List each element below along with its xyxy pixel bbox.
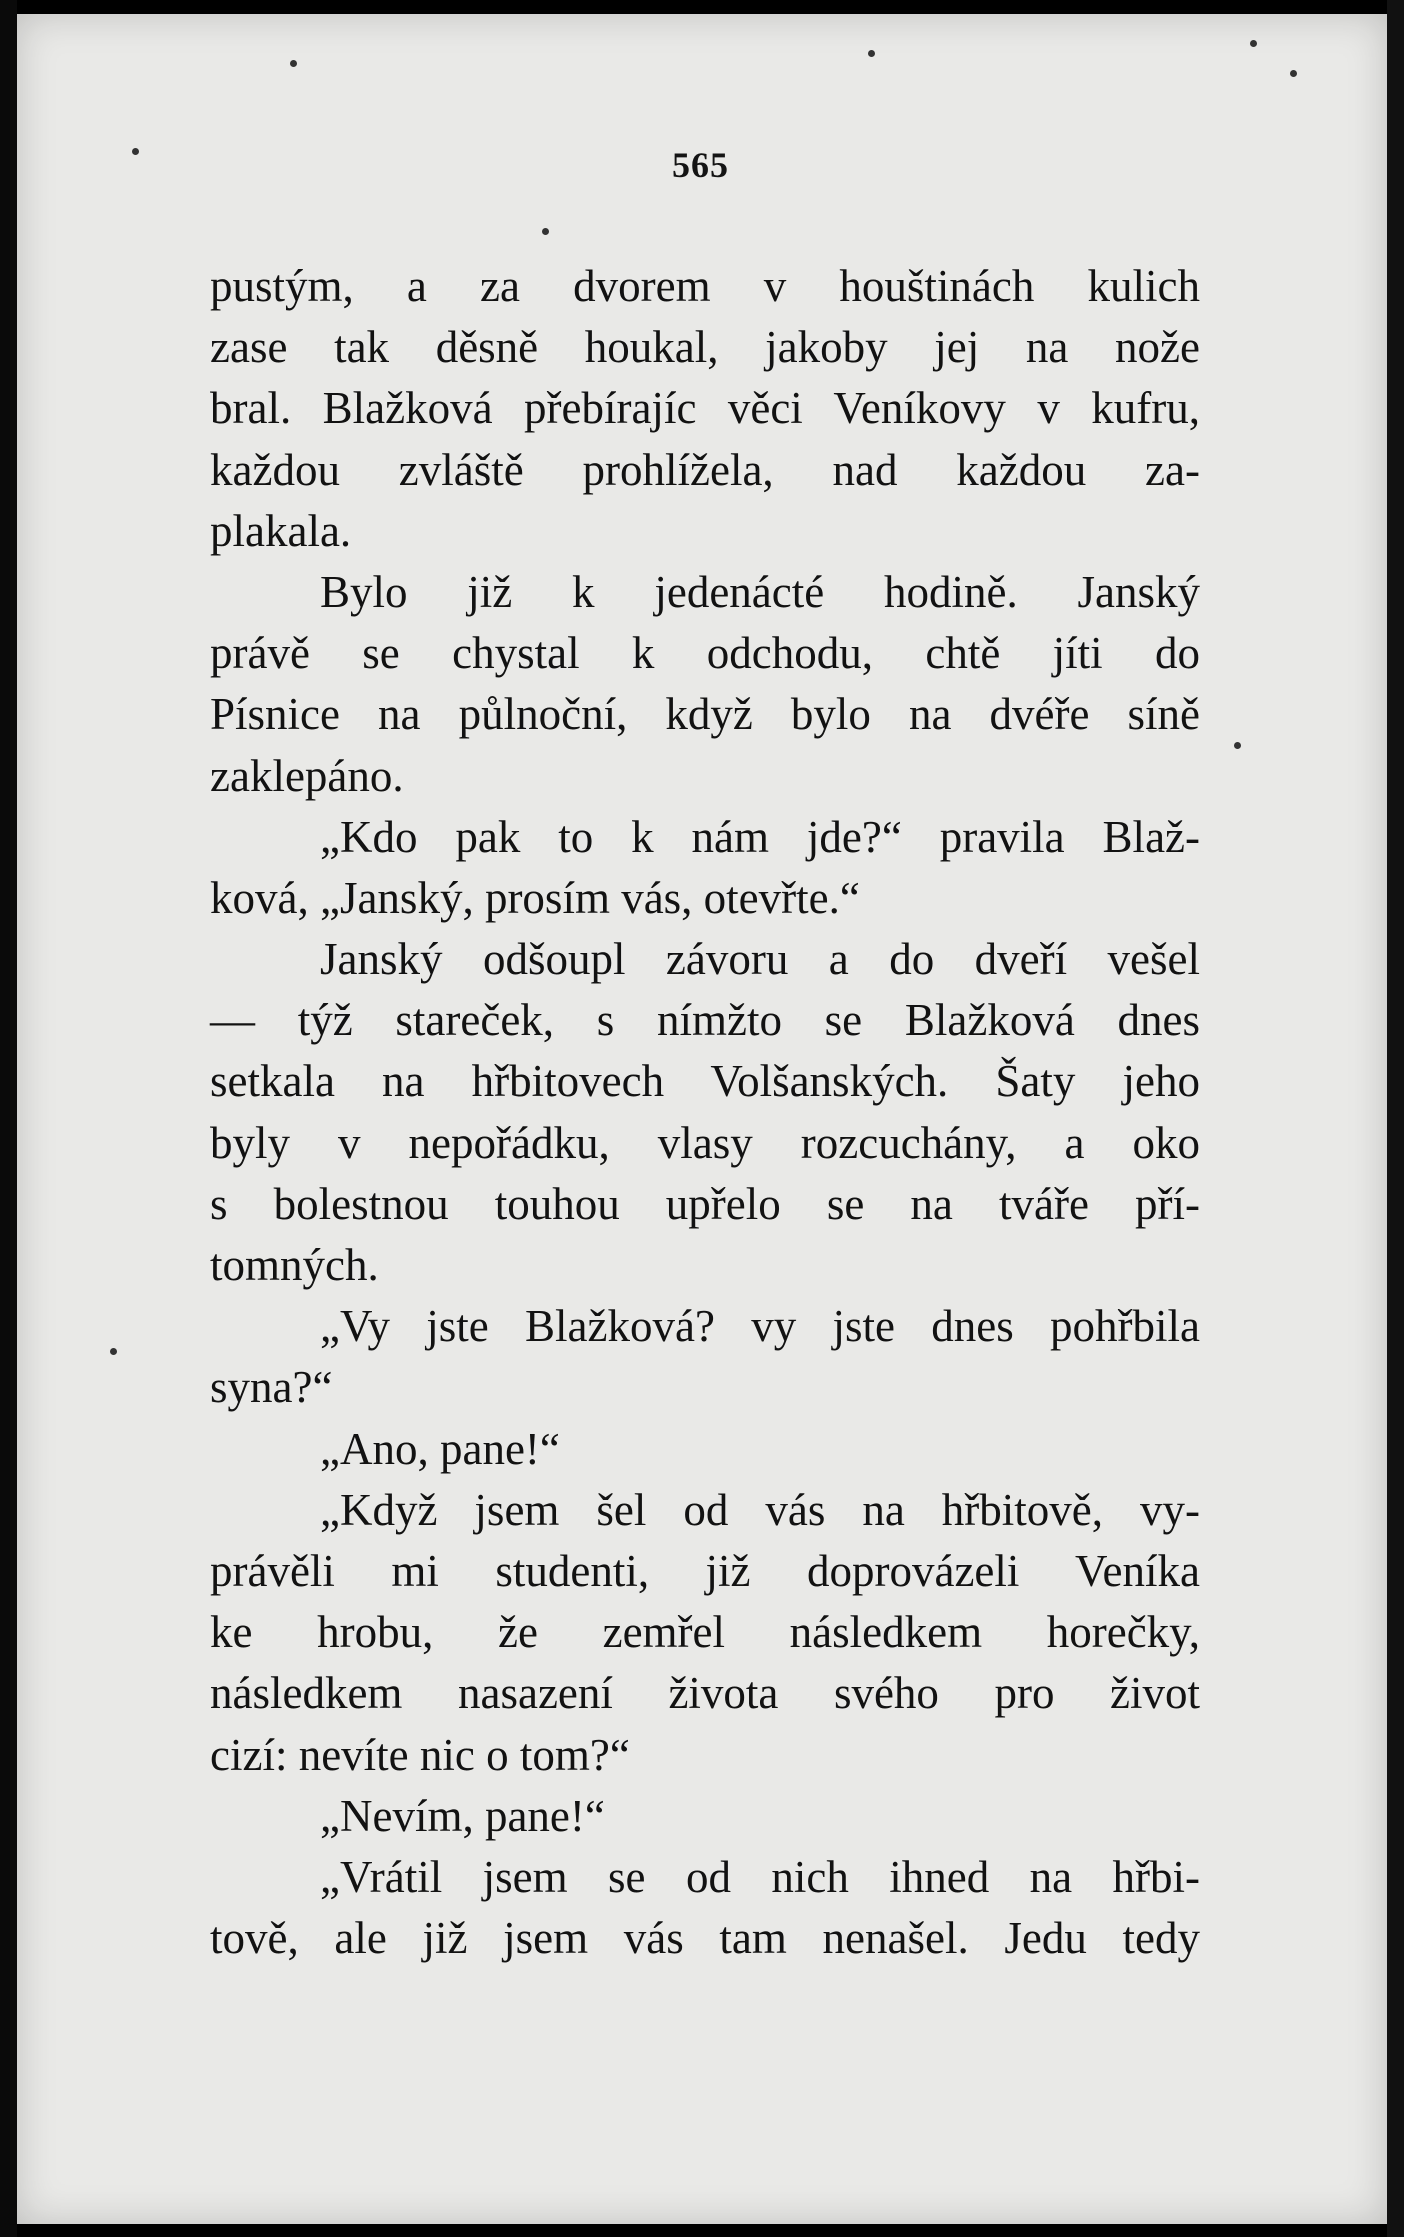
text-line: ková, „Janský, prosím vás, otevřte.“ xyxy=(210,872,860,923)
text-line: „Když jsem šel od vás na hřbitově, vy- xyxy=(320,1484,1200,1535)
text-line: setkala na hřbitovech Volšanských. Šaty jeho xyxy=(210,1056,1200,1107)
text-line: tomných. xyxy=(210,1240,379,1290)
body-text xyxy=(210,256,1200,1969)
text-line: „Vrátil jsem se od nich ihned na hřbi- xyxy=(320,1851,1200,1902)
text-line: cizí: nevíte nic o tom?“ xyxy=(210,1729,630,1780)
text-line: „Nevím, pane!“ xyxy=(320,1790,605,1841)
scan-speck xyxy=(1234,742,1241,749)
text-line: „Kdo pak to k nám jde?“ pravila Blaž- xyxy=(320,811,1200,862)
text-line: — týž stareček, s nímžto se Blažková dnes xyxy=(210,995,1200,1046)
text-line: „Vy jste Blažková? vy jste dnes pohřbila xyxy=(320,1301,1200,1352)
text-line: právěli mi studenti, již doprovázeli Veníka xyxy=(210,1545,1200,1596)
text-line: „Ano, pane!“ xyxy=(320,1423,560,1474)
text-line: zase tak děsně houkal, jakoby jej na nože xyxy=(210,322,1200,373)
text-line: Písnice na půlnoční, když bylo na dvéře síně xyxy=(210,689,1200,740)
scan-speck xyxy=(1250,40,1257,47)
text-line: každou zvláště prohlížela, nad každou za- xyxy=(210,444,1200,495)
text-line: plakala. xyxy=(210,505,352,556)
scan-speck xyxy=(1290,70,1297,77)
text-line: právě se chystal k odchodu, chtě jíti do xyxy=(210,628,1200,679)
text-line: Bylo již k jedenácté hodině. Janský xyxy=(320,566,1200,617)
right-page-edge xyxy=(1387,0,1404,2237)
text-line: syna?“ xyxy=(210,1362,333,1413)
scan-speck xyxy=(542,228,549,235)
text-line: pustým, a za dvorem v houštinách kulich xyxy=(210,261,1200,311)
left-binding-edge xyxy=(0,0,17,2237)
scan-speck xyxy=(110,1348,117,1355)
text-line: následkem nasazení života svého pro život xyxy=(210,1668,1200,1719)
scan-speck xyxy=(132,148,139,155)
scan-speck xyxy=(290,60,297,67)
page-number: 565 xyxy=(672,145,729,185)
text-line: byly v nepořádku, vlasy rozcuchány, a oko xyxy=(210,1117,1200,1168)
text-line: zaklepáno. xyxy=(210,750,404,801)
text-line: ke hrobu, že zemřel následkem horečky, xyxy=(210,1607,1200,1658)
text-line: bral. Blažková přebírajíc věci Veníkovy v kufru, xyxy=(210,383,1200,434)
text-line: tově, ale již jsem vás tam nenašel. Jedu tedy xyxy=(210,1913,1200,1964)
text-line: s bolestnou touhou upřelo se na tváře pří- xyxy=(210,1178,1200,1229)
scan-speck xyxy=(868,50,875,57)
text-line: Janský odšoupl závoru a do dveří vešel xyxy=(320,934,1200,985)
